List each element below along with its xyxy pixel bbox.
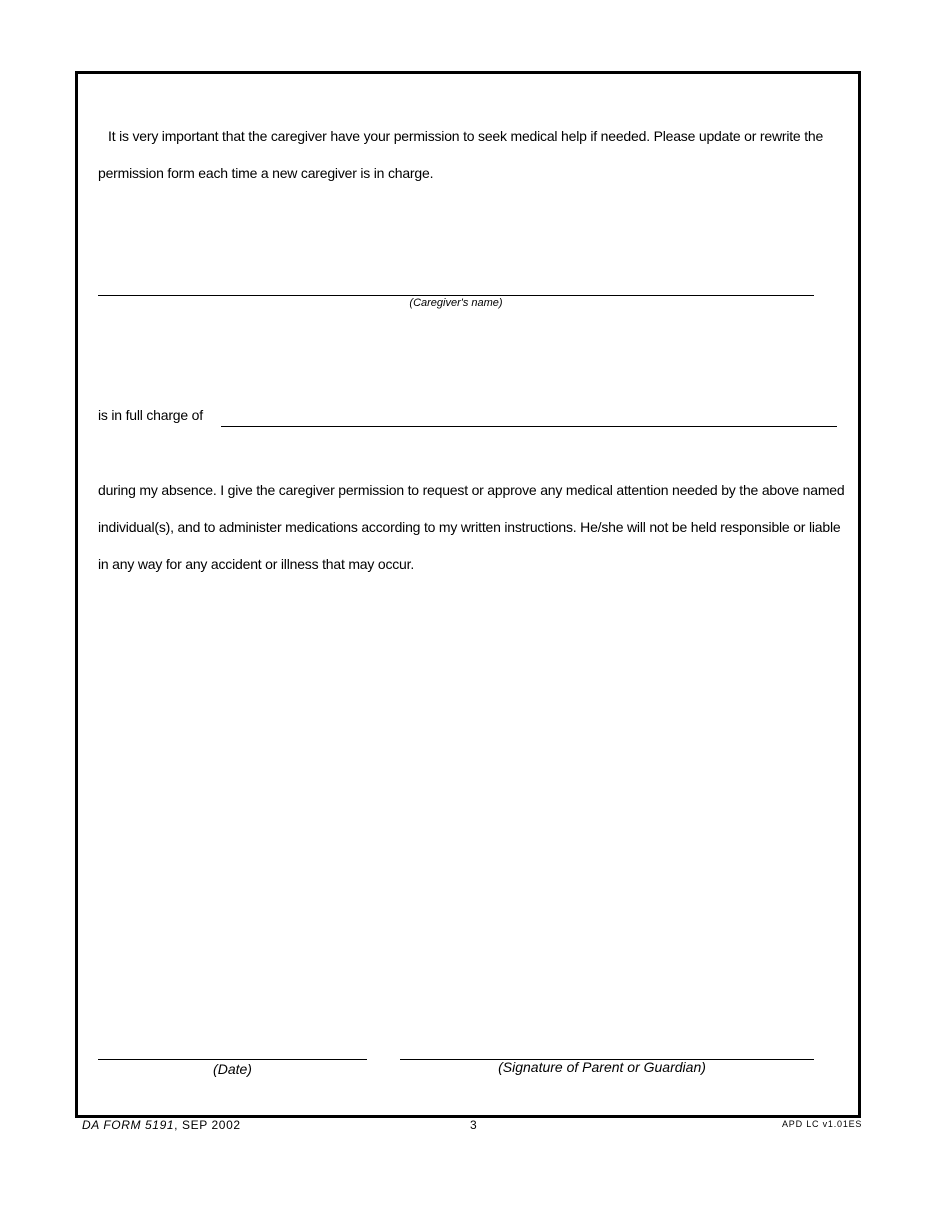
form-border: [75, 71, 861, 1118]
page-number: 3: [470, 1118, 477, 1132]
caregiver-name-caption: (Caregiver's name): [409, 297, 503, 309]
version-label: APD LC v1.01ES: [782, 1119, 863, 1129]
charge-label: is in full charge of: [98, 407, 203, 423]
caregiver-name-line[interactable]: [98, 295, 814, 296]
intro-text: It is very important that the caregiver have your permission to seek medical help if needed. Please update or rewrite the permission form each time a new caregiver is in charge.: [98, 128, 824, 181]
form-identifier: [82, 1118, 241, 1132]
signature-caption: (Signature of Parent or Guardian): [498, 1059, 706, 1075]
date-caption: (Date): [213, 1061, 252, 1077]
absence-paragraph: during my absence. I give the caregiver permission to request or approve any medical attention needed by the above named individual(s), and to administer medications according to my written instructions. He/she will not be held responsible or liable in any way for any accident or illness that may occur.: [98, 482, 845, 572]
form-date: , SEP 2002: [174, 1118, 241, 1132]
form-id: DA FORM 5191: [82, 1118, 175, 1132]
charge-of-line[interactable]: [221, 426, 837, 427]
date-line[interactable]: [98, 1059, 367, 1060]
intro-paragraph: [98, 118, 843, 192]
